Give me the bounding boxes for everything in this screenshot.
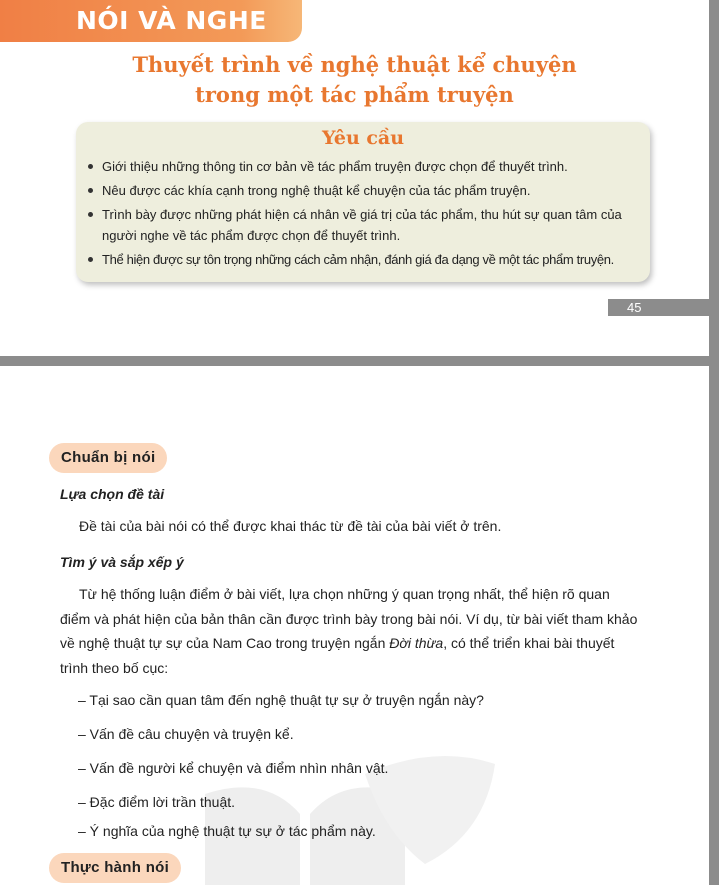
prepare-heading: Chuẩn bị nói (49, 443, 167, 473)
requirement-item: Nêu được các khía cạnh trong nghệ thuật kể chuyện của tác phẩm truyện. (86, 180, 646, 201)
requirements-box (76, 122, 650, 282)
page-45 (0, 0, 709, 356)
topic-heading: Lựa chọn đề tài (60, 486, 165, 502)
section-label: NÓI VÀ NGHE (76, 6, 267, 35)
outline-item: – Ý nghĩa của nghệ thuật tự sự ở tác phẩm này. (78, 823, 376, 839)
section-banner (0, 0, 302, 42)
ideas-text-after: , có thể triển khai bài thuyết trình theo bố cục: (60, 635, 615, 676)
requirements-heading: Yêu cầu (321, 127, 405, 149)
ideas-paragraph (60, 582, 640, 680)
outline-item: – Vấn đề người kể chuyện và điểm nhìn nhân vật. (78, 760, 389, 776)
requirement-item: Trình bày được những phát hiện cá nhân về giá trị của tác phẩm, thu hút sự quan tâm của người nghe về tác phẩm được chọn để thuyết trình. (86, 204, 646, 246)
requirement-item: Thể hiện được sự tôn trọng những cách cảm nhận, đánh giá đa dạng về một tác phẩm truyện. (86, 249, 646, 270)
ideas-heading: Tìm ý và sắp xếp ý (60, 554, 184, 570)
scroll-gutter (709, 366, 719, 885)
topic-text: Đề tài của bài nói có thể được khai thác từ đề tài của bài viết ở trên. (79, 518, 502, 534)
page-46 (0, 366, 709, 885)
lesson-title-line-1: Thuyết trình về nghệ thuật kể chuyện (132, 52, 577, 77)
ideas-text-before: Từ hệ thống luận điểm ở bài viết, lựa chọn những ý quan trọng nhất, thể hiện rõ quan điểm và phát hiện của bản thân cần được trình bày trong bài nói. Ví dụ, từ bài viết tham khảo về nghệ thuật tự sự của Nam Cao trong truyện ngắn (60, 586, 638, 651)
outline-item: – Đặc điểm lời trần thuật. (78, 794, 236, 810)
work-title: Đời thừa (389, 635, 444, 651)
requirement-item: Giới thiệu những thông tin cơ bản về tác phẩm truyện được chọn để thuyết trình. (86, 156, 646, 177)
page-number: 45 (608, 299, 709, 316)
outline-item: – Vấn đề câu chuyện và truyện kể. (78, 726, 294, 742)
scroll-gutter (709, 0, 719, 356)
lesson-title-line-2: trong một tác phẩm truyện (195, 82, 514, 107)
topic-paragraph (60, 514, 640, 539)
requirements-list (86, 156, 646, 273)
practice-heading: Thực hành nói (49, 853, 181, 883)
outline-item: – Tại sao cần quan tâm đến nghệ thuật tự sự ở truyện ngắn này? (78, 692, 484, 708)
